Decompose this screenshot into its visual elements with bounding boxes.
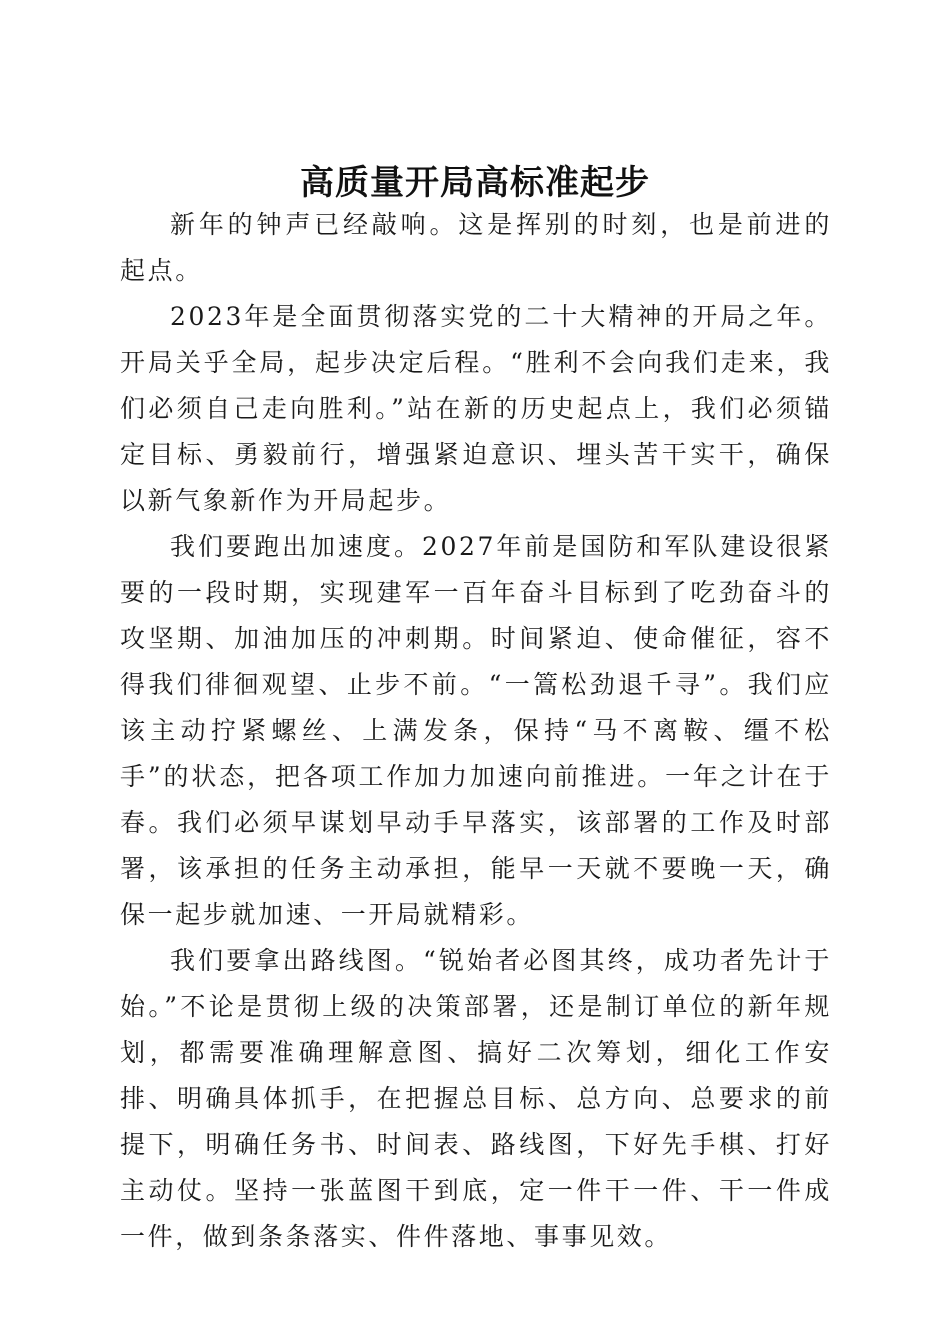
document-body — [120, 200, 832, 1260]
paragraph-roadmap: 我们要拿出路线图。“锐始者必图其终，成功者先计于始。”不论是贯彻上级的决策部署，还是制订单位的新年规划，都需要准确理解意图、搞好二次筹划，细化工作安排、明确具体抓手，在把握总目标、总方向、总要求的前提下，明确任务书、时间表、路线图，下好先手棋、打好主动仗。坚持一张蓝图干到底，定一件干一件、干一件成一件，做到条条落实、件件落地、事事见效。 — [120, 946, 832, 1251]
paragraph-start-of-year: 2023年是全面贯彻落实党的二十大精神的开局之年。开局关乎全局，起步决定后程。“胜利不会向我们走来，我们必须自己走向胜利。”站在新的历史起点上，我们必须锚定目标、勇毅前行，增强紧迫意识、埋头苦干实干，确保以新气象新作为开局起步。 — [120, 302, 832, 515]
paragraph-opening: 新年的钟声已经敲响。这是挥别的时刻，也是前进的起点。 — [120, 210, 832, 285]
paragraph-acceleration: 我们要跑出加速度。2027年前是国防和军队建设很紧要的一段时期，实现建军一百年奋斗目标到了吃劲奋斗的攻坚期、加油加压的冲刺期。时间紧迫、使命催征，容不得我们徘徊观望、止步不前。“一篙松劲退千寻”。我们应该主动拧紧螺丝、上满发条，保持“马不离鞍、缰不松手”的状态，把各项工作加力加速向前推进。一年之计在于春。我们必须早谋划早动手早落实，该部署的工作及时部署，该承担的任务主动承担，能早一天就不要晚一天，确保一起步就加速、一开局就精彩。 — [120, 532, 832, 929]
document-title: 高质量开局高标准起步 — [300, 162, 650, 203]
